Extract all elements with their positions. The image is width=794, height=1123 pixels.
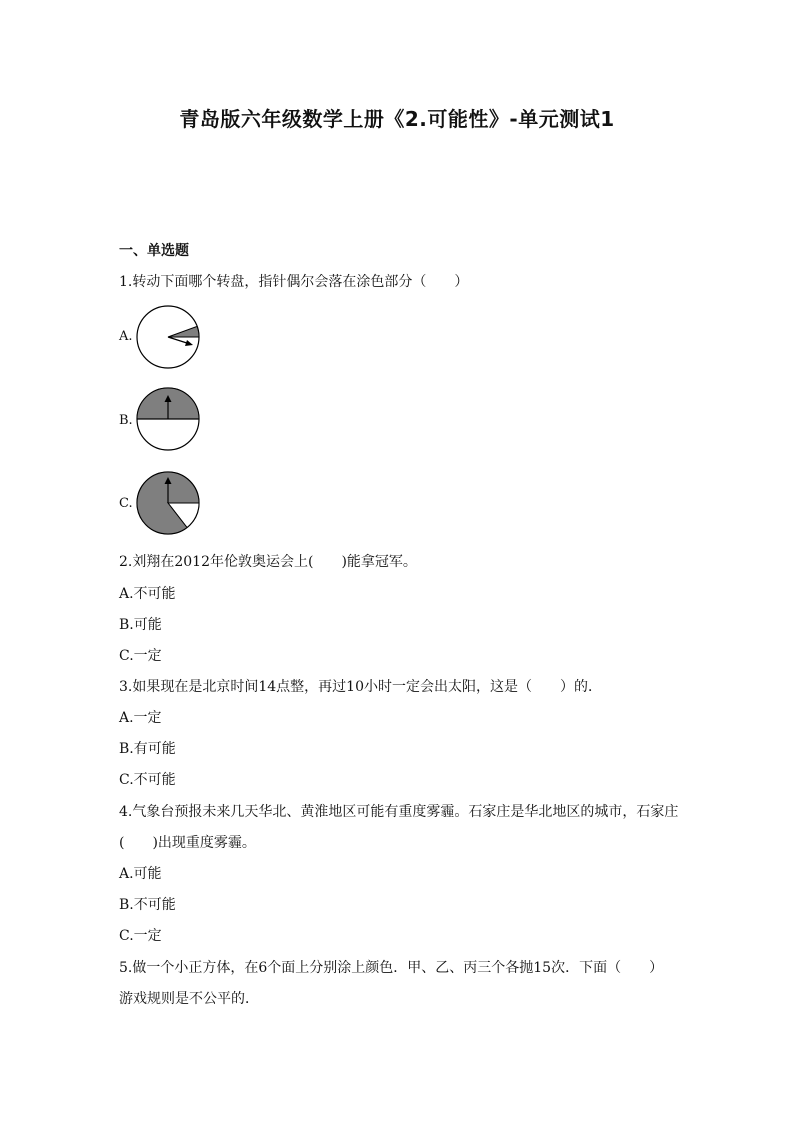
q1-spinner-b: [135, 386, 201, 452]
question-2-stem: 2.刘翔在2012年伦敦奥运会上( )能拿冠军。: [119, 554, 417, 570]
q4-option-a: A.可能: [119, 866, 162, 882]
q4-option-b: B.不可能: [119, 897, 176, 913]
q3-option-b: B.有可能: [119, 741, 176, 757]
page-title: 青岛版六年级数学上册《2.可能性》-单元测试1: [179, 107, 615, 131]
question-1-stem: 1.转动下面哪个转盘，指针偶尔会落在涂色部分（ ）: [119, 274, 469, 290]
q1-option-a-label: A.: [119, 329, 133, 344]
q3-option-a: A.一定: [119, 710, 162, 726]
q1-spinner-a: [135, 304, 201, 370]
q2-option-c: C.一定: [119, 648, 162, 664]
q1-option-c-label: C.: [119, 496, 133, 511]
q4-option-c: C.一定: [119, 928, 162, 944]
q3-option-c: C.不可能: [119, 772, 176, 788]
question-5-stem-line2: 游戏规则是不公平的．: [119, 991, 259, 1007]
q2-option-b: B.可能: [119, 617, 162, 633]
q2-option-a: A.不可能: [119, 586, 176, 602]
question-5-stem-line1: 5.做一个小正方体，在6个面上分别涂上颜色．甲、乙、丙三个各抛15次．下面（ ）: [119, 960, 664, 976]
question-4-stem-line1: 4.气象台预报未来几天华北、黄淮地区可能有重度雾霾。石家庄是华北地区的城市，石家庄: [119, 804, 679, 820]
q1-spinner-c: [135, 470, 201, 536]
section-heading: 一、单选题: [119, 243, 189, 259]
question-3-stem: 3.如果现在是北京时间14点整，再过10小时一定会出太阳，这是（ ）的．: [119, 679, 602, 695]
question-4-stem-line2: ( )出现重度雾霾。: [119, 835, 256, 851]
q1-option-b-label: B.: [119, 413, 133, 428]
